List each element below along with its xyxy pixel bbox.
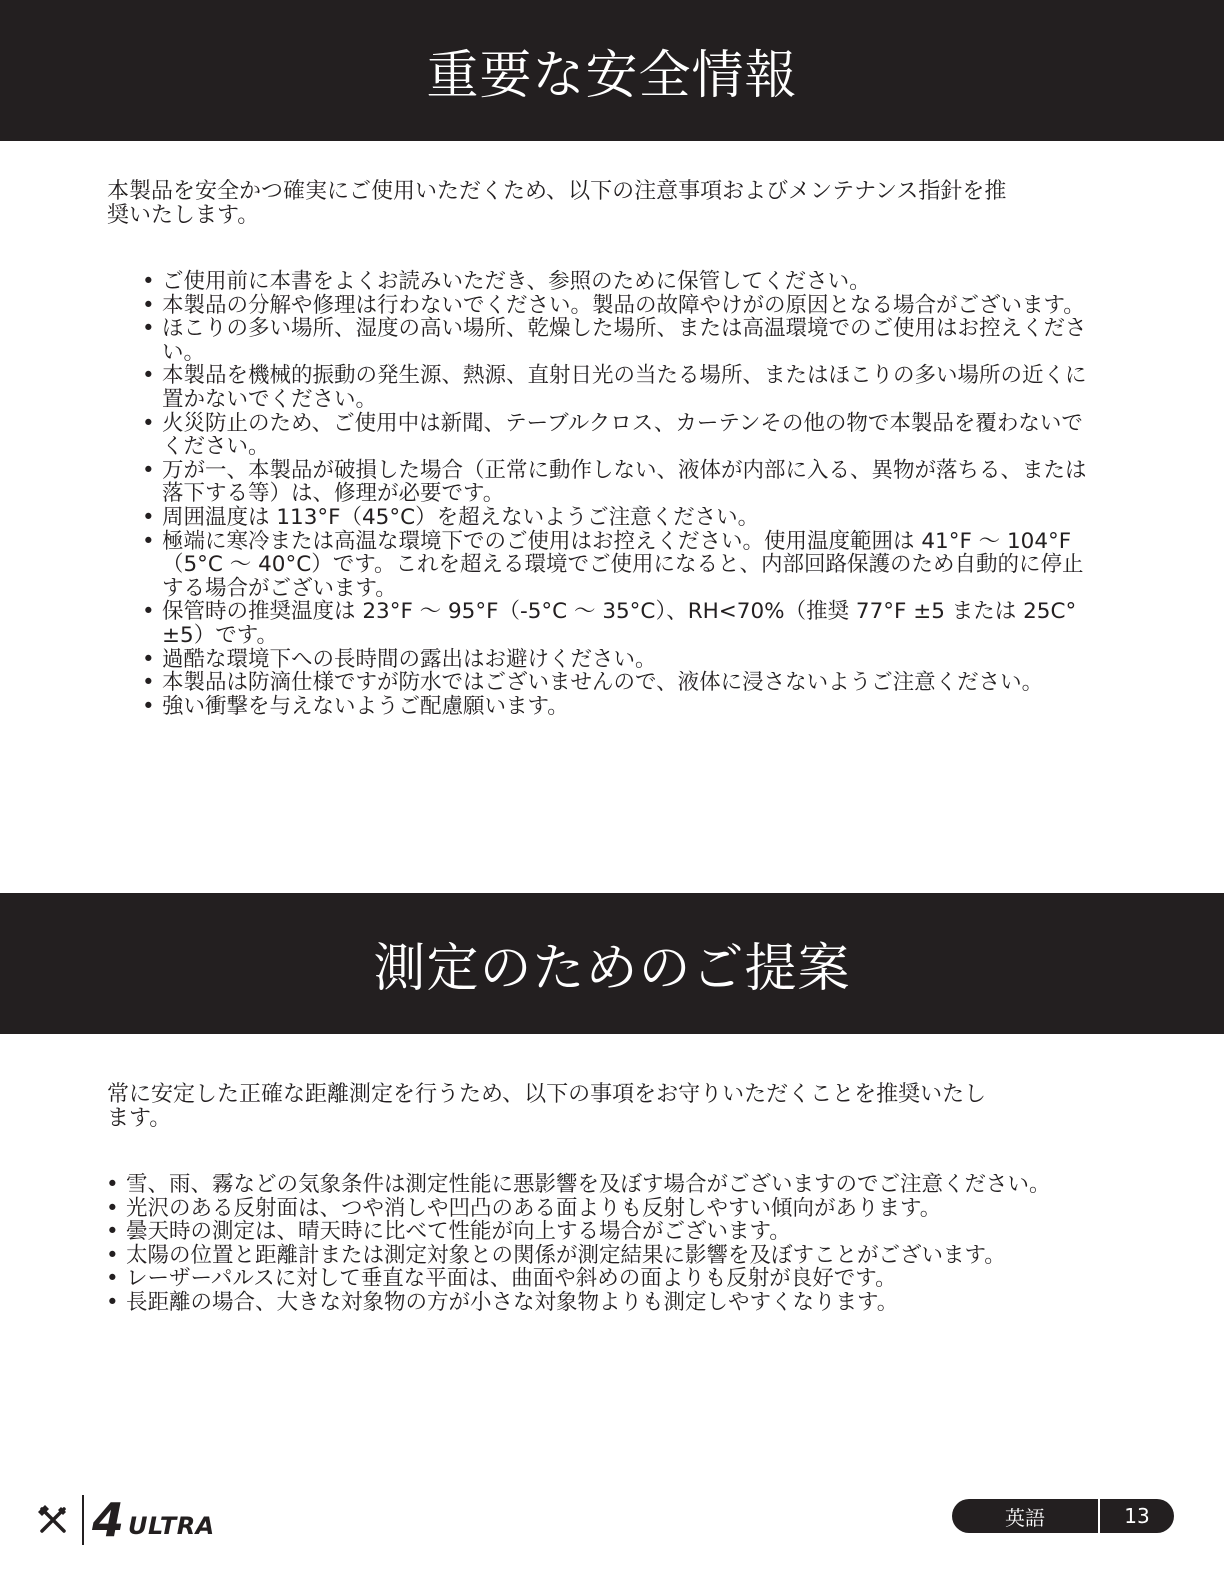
measurement-section-banner xyxy=(0,893,1224,1034)
list-item: • 保管時の推奨温度は 23°F ～ 95°F（-5°C ～ 35°C）、RH<70%（推奨 77°F ±5 または 25C°±5）です。 xyxy=(140,600,1100,647)
brand-logo xyxy=(36,1494,215,1546)
measurement-section-title: 測定のためのご提案 xyxy=(373,939,851,999)
logo-wordmark xyxy=(92,1493,215,1547)
list-item: • 本製品の分解や修理は行わないでください。製品の故障やけがの原因となる場合がございます。 xyxy=(140,294,1100,318)
list-item: • 長距離の場合、大きな対象物の方が小さな対象物よりも測定しやすくなります。 xyxy=(104,1291,1104,1315)
list-item: • 極端に寒冷または高温な環境下でのご使用はお控えください。使用温度範囲は 41°F ～ 104°F（5°C ～ 40°C）です。これを超える環境でご使用になると、内部回路保護のため自動的に停止する場合がございます。 xyxy=(140,530,1100,601)
measurement-bullet-list xyxy=(104,1173,1104,1315)
list-item: • 曇天時の測定は、晴天時に比べて性能が向上する場合がございます。 xyxy=(104,1220,1104,1244)
logo-divider xyxy=(82,1495,84,1545)
safety-intro-text: 本製品を安全かつ確実にご使用いただくため、以下の注意事項およびメンテナンス指針を推奨いたします。 xyxy=(107,179,1007,228)
language-label: 英語 xyxy=(1005,1505,1045,1530)
list-item: • 本製品は防滴仕様ですが防水ではございませんので、液体に浸さないようご注意ください。 xyxy=(140,671,1100,695)
list-item: • 過酷な環境下への長時間の露出はお避けください。 xyxy=(140,648,1100,672)
list-item: • 太陽の位置と距離計または測定対象との関係が測定結果に影響を及ぼすことがございます。 xyxy=(104,1244,1104,1268)
list-item: • レーザーパルスに対して垂直な平面は、曲面や斜めの面よりも反射が良好です。 xyxy=(104,1267,1104,1291)
crossed-tools-icon xyxy=(36,1503,70,1537)
list-item: • 火災防止のため、ご使用中は新聞、テーブルクロス、カーテンその他の物で本製品を覆わないでください。 xyxy=(140,412,1100,459)
list-item: • 本製品を機械的振動の発生源、熱源、直射日光の当たる場所、またはほこりの多い場所の近くに置かないでください。 xyxy=(140,364,1100,411)
safety-section-title: 重要な安全情報 xyxy=(426,46,798,106)
page-indicator xyxy=(952,1499,1174,1533)
logo-number: 4 xyxy=(92,1493,125,1547)
logo-text: ULTRA xyxy=(128,1512,215,1540)
page-number: 13 xyxy=(1124,1504,1150,1528)
safety-bullet-list xyxy=(140,270,1100,718)
list-item: • 万が一、本製品が破損した場合（正常に動作しない、液体が内部に入る、異物が落ちる、または落下する等）は、修理が必要です。 xyxy=(140,459,1100,506)
list-item: • ほこりの多い場所、湿度の高い場所、乾燥した場所、または高温環境でのご使用はお控えください。 xyxy=(140,317,1100,364)
list-item: • 雪、雨、霧などの気象条件は測定性能に悪影響を及ぼす場合がございますのでご注意ください。 xyxy=(104,1173,1104,1197)
list-item: • 強い衝撃を与えないようご配慮願います。 xyxy=(140,695,1100,719)
list-item: • ご使用前に本書をよくお読みいただき、参照のために保管してください。 xyxy=(140,270,1100,294)
list-item: • 光沢のある反射面は、つや消しや凹凸のある面よりも反射しやすい傾向があります。 xyxy=(104,1197,1104,1221)
safety-section-banner xyxy=(0,0,1224,141)
list-item: • 周囲温度は 113°F（45°C）を超えないようご注意ください。 xyxy=(140,506,1100,530)
measurement-intro-text: 常に安定した正確な距離測定を行うため、以下の事項をお守りいただくことを推奨いたします。 xyxy=(107,1082,987,1131)
